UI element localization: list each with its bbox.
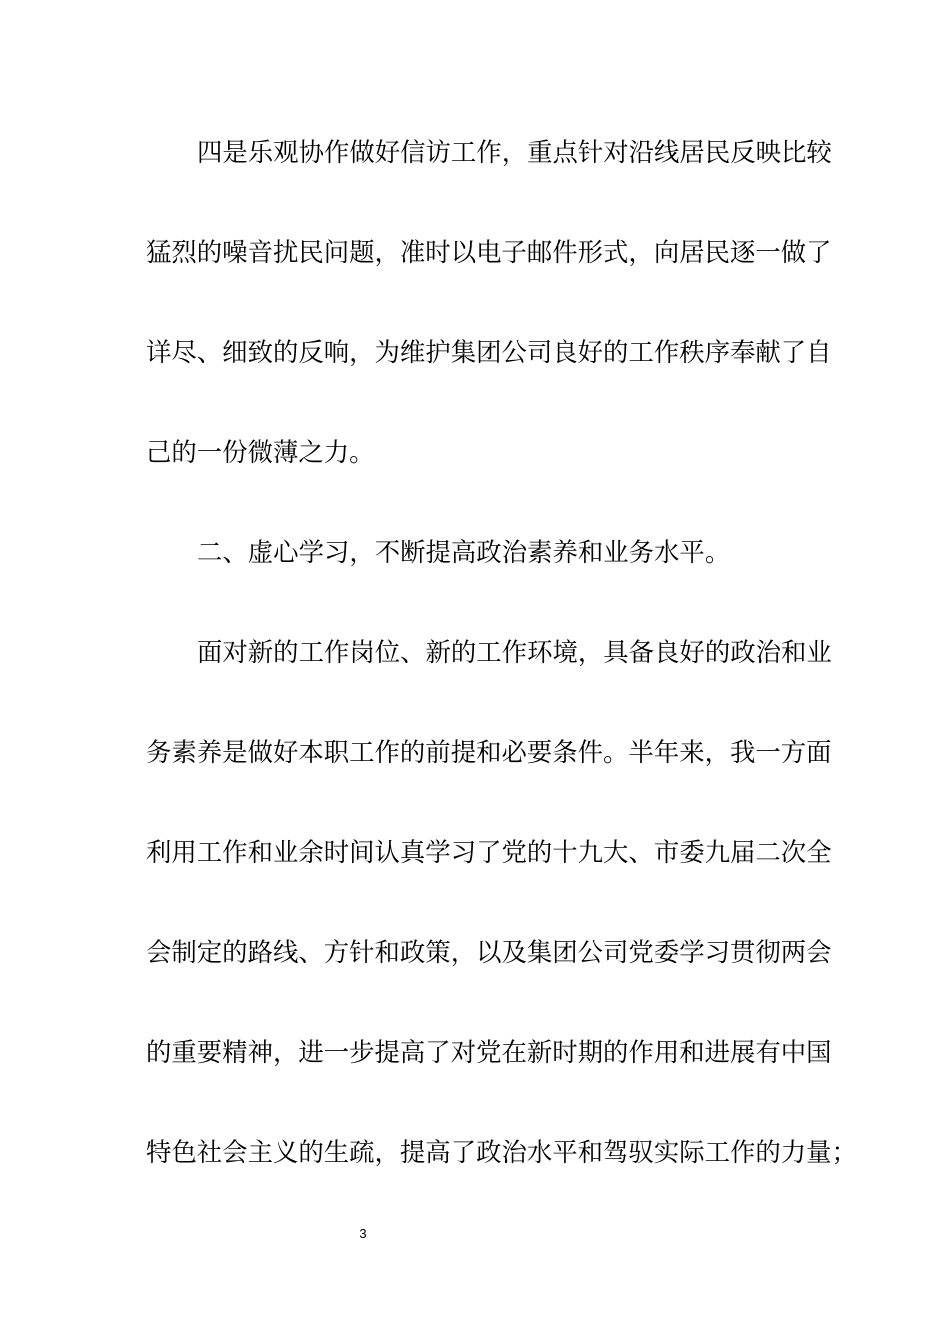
page-number: 3 xyxy=(359,1226,367,1241)
paragraph-line: 务素养是做好本职工作的前提和必要条件。半年来，我一方面 xyxy=(146,737,832,767)
paragraph-line: 特色社会主义的生疏，提高了政治水平和驾驭实际工作的力量； xyxy=(146,1137,857,1167)
paragraph-line: 会制定的路线、方针和政策，以及集团公司党委学习贯彻两会 xyxy=(146,937,832,967)
section-heading: 二、虚心学习，不断提高政治素养和业务水平。 xyxy=(197,537,731,567)
paragraph-line: 己的一份微薄之力。 xyxy=(146,437,375,467)
paragraph-line: 面对新的工作岗位、新的工作环境，具备良好的政治和业 xyxy=(197,637,832,667)
paragraph-line: 详尽、细致的反响，为维护集团公司良好的工作秩序奉献了自 xyxy=(146,337,832,367)
paragraph-line: 利用工作和业余时间认真学习了党的十九大、市委九届二次全 xyxy=(146,837,832,867)
paragraph-line: 的重要精神，进一步提高了对党在新时期的作用和进展有中国 xyxy=(146,1037,832,1067)
paragraph-line: 四是乐观协作做好信访工作，重点针对沿线居民反映比较 xyxy=(197,137,832,167)
paragraph-line: 猛烈的噪音扰民问题，准时以电子邮件形式，向居民逐一做了 xyxy=(146,237,832,267)
